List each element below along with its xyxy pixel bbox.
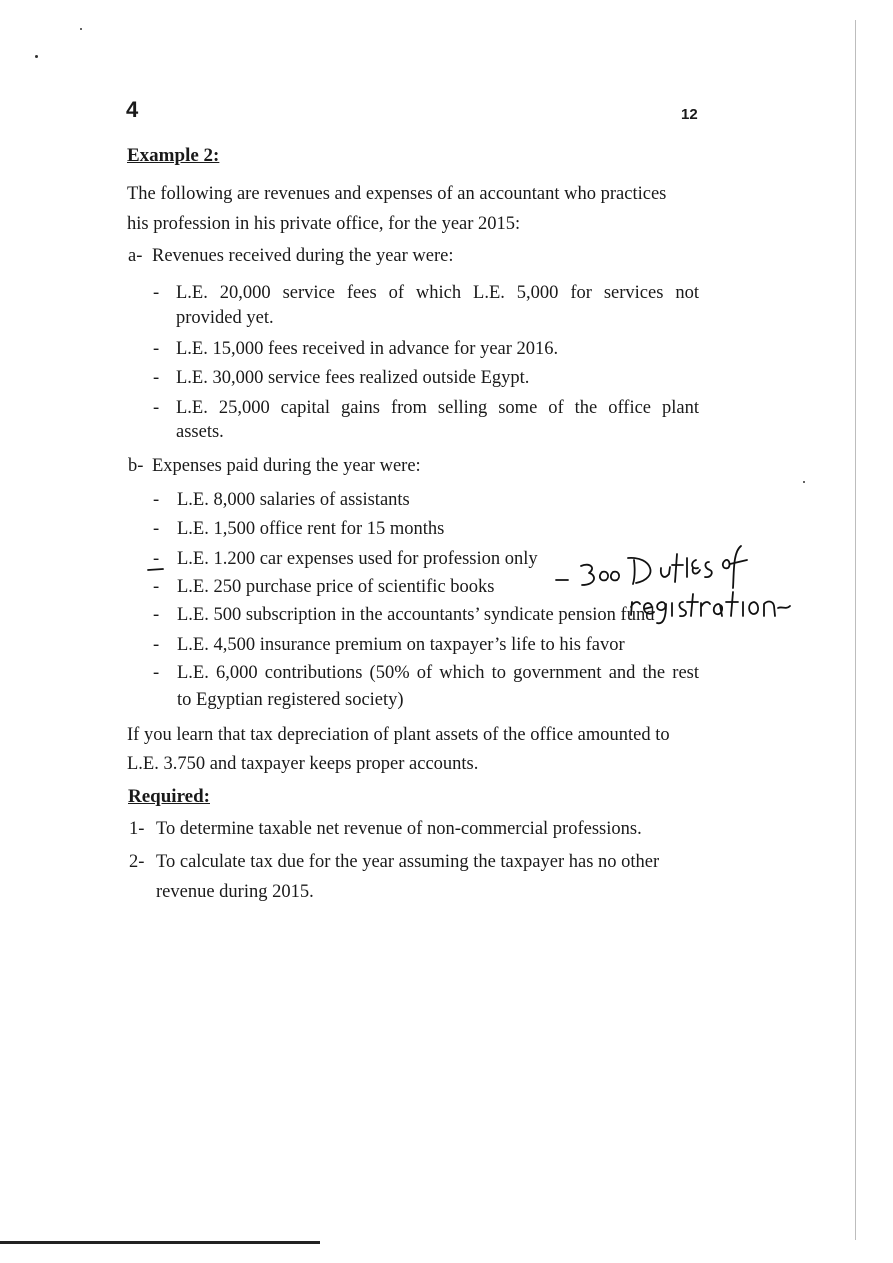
revenue-item-continuation: assets. [176,422,224,442]
expenses-marker: b- [128,456,144,476]
chapter-number: 4 [126,97,139,122]
bullet-dash: - [153,635,160,655]
page-edge-line [855,20,856,1240]
intro-line-2: his profession in his private office, for the year 2015: [127,214,521,234]
revenue-item-line: L.E. 25,000 capital gains from selling some of the office plant [176,398,699,418]
revenues-heading: Revenues received during the year were: [152,246,454,266]
bullet-dash: - [153,368,160,388]
expense-item: L.E. 1.200 car expenses used for profession only [177,549,538,569]
intro-line-1: The following are revenues and expenses of an accountant who practices [127,184,667,204]
closing-line-1: If you learn that tax depreciation of plant assets of the office amounted to [127,725,670,745]
required-marker: 2- [129,852,145,872]
example-title: Example 2: [127,145,220,166]
expense-item [177,664,699,683]
bullet-dash: - [153,577,160,597]
expense-item: L.E. 4,500 insurance premium on taxpayer’s life to his favor [177,635,625,655]
expense-item: L.E. 8,000 salaries of assistants [177,490,410,510]
revenue-item-line: L.E. 20,000 service fees of which L.E. 5,000 for services not [176,283,699,303]
handwritten-annotation [540,530,815,630]
bullet-dash: - [153,605,160,625]
page-number: 12 [681,106,698,123]
expenses-heading: Expenses paid during the year were: [152,456,421,476]
expense-item-line: L.E. 6,000 contributions (50% of which to government and the rest [177,663,699,683]
bullet-dash: - [153,663,160,683]
bottom-rule [0,1241,320,1244]
revenue-item: L.E. 30,000 service fees realized outside Egypt. [176,368,530,388]
bullet-dash: - [153,398,160,418]
bullet-dash: - [153,490,160,510]
required-item-continuation: revenue during 2015. [156,882,314,902]
required-marker: 1- [129,819,145,839]
scan-speck [803,481,805,483]
bullet-dash: - [153,549,160,569]
bullet-dash: - [153,339,160,359]
bullet-dash: - [153,283,160,303]
required-item: To determine taxable net revenue of non-commercial professions. [156,819,642,839]
revenue-item: L.E. 15,000 fees received in advance for year 2016. [176,339,559,359]
expense-item: L.E. 250 purchase price of scientific books [177,577,495,597]
closing-line-2: L.E. 3.750 and taxpayer keeps proper accounts. [127,754,479,774]
scan-speck [35,55,38,58]
scan-speck [80,28,82,30]
expense-item-continuation: to Egyptian registered society) [177,690,404,710]
required-item: To calculate tax due for the year assuming the taxpayer has no other [156,852,660,872]
bullet-dash: - [153,519,160,539]
revenues-marker: a- [128,246,143,266]
revenue-item [176,399,699,418]
expense-item: L.E. 1,500 office rent for 15 months [177,519,445,539]
revenue-item-continuation: provided yet. [176,308,274,328]
expense-item: L.E. 500 subscription in the accountants’ syndicate pension fund [177,605,655,625]
revenue-item [176,284,699,303]
required-title: Required: [128,786,210,807]
